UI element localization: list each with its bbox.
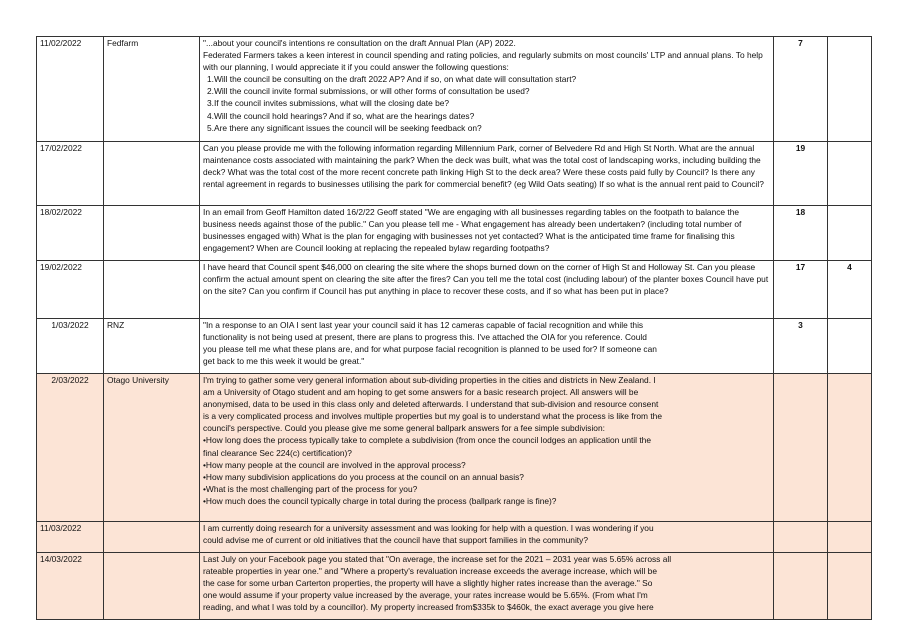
request-line: reading, and what I was told by a councillor). My property increased from$335k to $460k, the exact average you give here bbox=[203, 602, 654, 613]
request-text bbox=[200, 37, 774, 142]
request-line: rateable properties in year one." and "Where a property's revaluation increase exceeds the average increase, which will be bbox=[203, 566, 657, 577]
working-days: 19 bbox=[774, 142, 828, 206]
request-line: I'm trying to gather some very general information about sub-dividing properties in the cities and districts in New Zealand. I bbox=[203, 375, 656, 385]
request-text bbox=[200, 261, 774, 319]
table-row bbox=[37, 261, 872, 319]
table-row bbox=[37, 37, 872, 142]
request-line: 5.Are there any significant issues the council will be seeking feedback on? bbox=[207, 122, 482, 133]
requester bbox=[104, 142, 200, 206]
request-line: •How many people at the council are involved in the approval process? bbox=[203, 459, 466, 470]
request-line: In an email from Geoff Hamilton dated 16/2/22 Geoff stated "We are engaging with all businesses regarding tables on the footpath to balance the business needs against those of the public." Can you please tell me - What engagement has already been undertaken? (including total number of businesses engaged with) What is the plan for engaging with businesses not yet contacted? What is the anticipated time frame for finalising this engagement? When are Council looking at replacing the repealed bylaw regarding footpaths? bbox=[203, 207, 742, 254]
extension-days bbox=[828, 142, 872, 206]
request-line: •How much does the council typically charge in total during the process (ballpark range is fine)? bbox=[203, 495, 557, 506]
table-row bbox=[37, 374, 872, 522]
extension-days bbox=[828, 37, 872, 142]
working-days bbox=[774, 374, 828, 522]
request-line: is a very complicated process and involves multiple properties but my goal is to understand what the process is like from the bbox=[203, 411, 662, 422]
request-line: I have heard that Council spent $46,000 on clearing the site where the shops burned down on the corner of High St and Holloway St. Can you please confirm the actual amount spent on clearing the site after the fires? Can you tell me the total cost (including labour) of the planter boxes Council have put on the site? Can you confirm if Council has put anything in place to recover these costs, and if so what has been put in place? bbox=[203, 262, 769, 297]
extension-days bbox=[828, 522, 872, 553]
requester bbox=[104, 206, 200, 261]
working-days: 18 bbox=[774, 206, 828, 261]
table-row bbox=[37, 319, 872, 374]
request-date: 14/03/2022 bbox=[37, 553, 104, 620]
working-days bbox=[774, 522, 828, 553]
requester bbox=[104, 553, 200, 620]
request-line: one would assume if your property value increased by the average, your rates increase would be 5.65%. (From what I'm bbox=[203, 590, 648, 601]
request-text bbox=[200, 374, 774, 522]
request-line: Can you please provide me with the following information regarding Millennium Park, corner of Belvedere Rd and High St North. What are the annual maintenance costs associated with maintaining the park? When the deck was built, what was the total cost of landscaping works, including building the deck? What was the total cost of the more recent concrete path linking High St to the deck area? Were these costs paid fully by Council? Is there any rental agreement in regards to businesses utilising the park for commercial benefit? (eg Wild Oats seating) If so what is the annual rent paid to Council? bbox=[203, 143, 764, 190]
request-date: 11/02/2022 bbox=[37, 37, 104, 142]
request-line: "...about your council's intentions re consultation on the draft Annual Plan (AP) 2022. bbox=[203, 38, 516, 48]
request-date: 1/03/2022 bbox=[37, 319, 104, 374]
request-line: functionality is not being used at present, there are plans to progress this. I've attached the OIA for you reference. Could bbox=[203, 332, 647, 343]
request-text bbox=[200, 319, 774, 374]
requester: RNZ bbox=[104, 319, 200, 374]
request-line: 3.If the council invites submissions, what will the closing date be? bbox=[207, 98, 450, 109]
working-days bbox=[774, 553, 828, 620]
requester bbox=[104, 261, 200, 319]
request-date: 2/03/2022 bbox=[37, 374, 104, 522]
request-date: 19/02/2022 bbox=[37, 261, 104, 319]
request-line: anonymised, data to be used in this class only and deleted afterwards. I understand that sub-division and resource consent bbox=[203, 399, 659, 410]
table-row bbox=[37, 142, 872, 206]
request-line: 1.Will the council be consulting on the draft 2022 AP? And if so, on what date will consultation start? bbox=[207, 74, 577, 85]
request-line: Federated Farmers takes a keen interest in council spending and rating policies, and regularly submits on most councils' LTP and annual plans. To help with our planning, I would appreciate it if you could answer the following questions: bbox=[203, 50, 763, 73]
request-line: 4.Will the council hold hearings? And if so, what are the hearings dates? bbox=[207, 110, 475, 121]
request-line: council's perspective. Could you please give me some general ballpark answers for a fee simple subdivision: bbox=[203, 423, 605, 434]
request-line: •How many subdivision applications do you process at the council on an annual basis? bbox=[203, 471, 524, 482]
request-text bbox=[200, 522, 774, 553]
request-line: 2.Will the council invite formal submissions, or will other forms of consultation be used? bbox=[207, 86, 530, 97]
request-line: I am currently doing research for a university assessment and was looking for help with a question. I was wondering if you bbox=[203, 523, 654, 533]
request-line: the case for some urban Carterton properties, the property will have a slightly higher rates increase than the average." So bbox=[203, 578, 653, 589]
request-text bbox=[200, 206, 774, 261]
request-date: 18/02/2022 bbox=[37, 206, 104, 261]
request-line: Last July on your Facebook page you stated that "On average, the increase set for the 2021 – 2031 year was 5.65% across all bbox=[203, 554, 672, 564]
table-row bbox=[37, 206, 872, 261]
request-line: could advise me of current or old initiatives that the council have that support families in the community? bbox=[203, 535, 588, 546]
extension-days bbox=[828, 553, 872, 620]
requester: Fedfarm bbox=[104, 37, 200, 142]
working-days: 3 bbox=[774, 319, 828, 374]
request-text bbox=[200, 142, 774, 206]
request-line: am a University of Otago student and am hoping to get some answers for a basic research project. All answers will be bbox=[203, 387, 639, 398]
request-line: final clearance Sec 224(c) certification)? bbox=[203, 447, 352, 458]
oia-request-log-table bbox=[36, 36, 872, 620]
request-line: "In a response to an OIA I sent last year your council said it has 12 cameras capable of facial recognition and while this bbox=[203, 320, 644, 330]
table-row bbox=[37, 522, 872, 553]
request-text bbox=[200, 553, 774, 620]
working-days: 7 bbox=[774, 37, 828, 142]
request-line: get back to me this week it would be great." bbox=[203, 356, 365, 367]
extension-days bbox=[828, 374, 872, 522]
requester bbox=[104, 522, 200, 553]
extension-days: 4 bbox=[828, 261, 872, 319]
request-date: 17/02/2022 bbox=[37, 142, 104, 206]
request-date: 11/03/2022 bbox=[37, 522, 104, 553]
requester: Otago University bbox=[104, 374, 200, 522]
request-line: •What is the most challenging part of the process for you? bbox=[203, 483, 418, 494]
request-line: •How long does the process typically take to complete a subdivision (from once the council lodges an application until the bbox=[203, 435, 651, 446]
extension-days bbox=[828, 206, 872, 261]
table-row bbox=[37, 553, 872, 620]
request-line: you please tell me what these plans are, and for what purpose facial recognition is planned to be used for? If someone can bbox=[203, 344, 657, 355]
working-days: 17 bbox=[774, 261, 828, 319]
extension-days bbox=[828, 319, 872, 374]
